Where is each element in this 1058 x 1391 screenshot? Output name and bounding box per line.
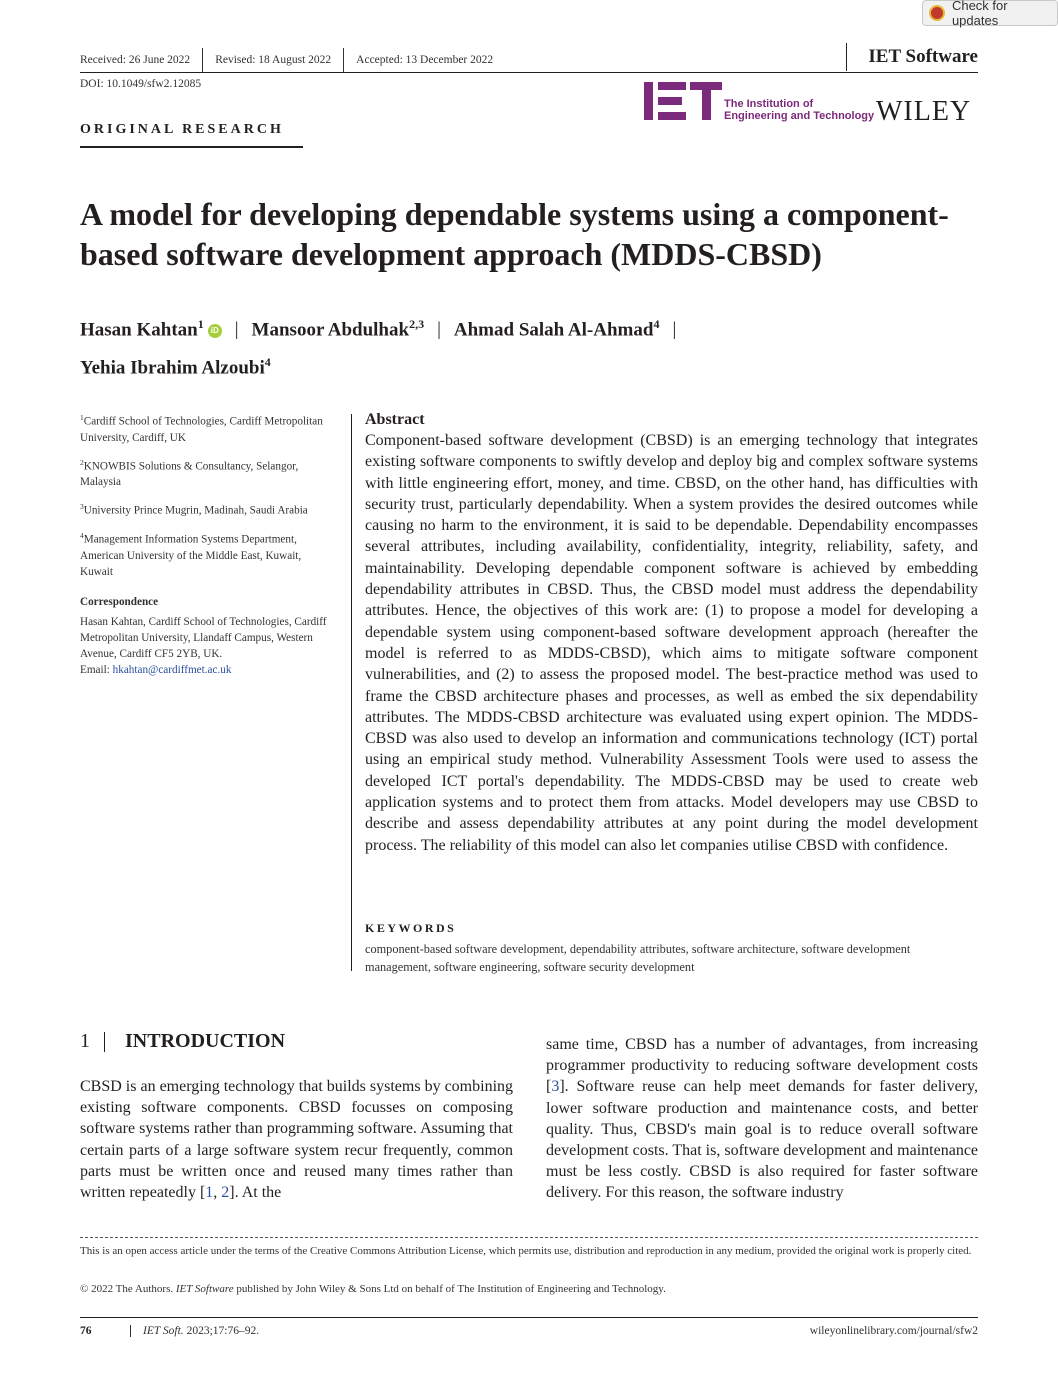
author-affiliation-sup: 4 (653, 317, 660, 331)
affiliation (80, 455, 330, 491)
doi: DOI: 10.1049/sfw2.12085 (80, 78, 202, 90)
citation-journal: IET Soft. (143, 1325, 184, 1337)
author-name[interactable]: Mansoor Abdulhak (251, 319, 410, 341)
check-for-updates-label: Check for updates (951, 0, 1008, 28)
copyright-text: published by John Wiley & Sons Ltd on behalf of The Institution of Engineering and Technology. (236, 1283, 666, 1295)
header-divider (80, 72, 978, 73)
section-label-underline (80, 146, 303, 148)
correspondence-address: Hasan Kahtan, Cardiff School of Technologies, Cardiff Metropolitan University, Llandaff Campus, Western Avenue, Cardiff CF5 2YB, UK. (80, 615, 327, 660)
intro-text: CBSD is an emerging technology that builds systems by combining existing software components. CBSD focusses on composing software systems rather than programming software. Assuming that certain parts of a large software system recur frequently, common parts must be written once and reused many times rather than written repeatedly [ (80, 1078, 514, 1202)
author-name[interactable]: Yehia Ibrahim Alzoubi (80, 357, 265, 379)
author-separator: | (672, 319, 677, 341)
email-label: Email: (80, 663, 110, 676)
intro-right-column (546, 1034, 978, 1204)
revised-date: Revised: 18 August 2022 (203, 48, 344, 72)
author-name[interactable]: Ahmad Salah Al-Ahmad (453, 319, 654, 341)
intro-text: ]. At the (229, 1184, 282, 1202)
affiliation-sup: 1 (80, 413, 84, 422)
affiliation-text: KNOWBIS Solutions & Consultancy, Selangor, Malaysia (80, 460, 299, 489)
abstract (365, 410, 978, 856)
author-name[interactable]: Hasan Kahtan (80, 319, 198, 341)
accepted-date: Accepted: 13 December 2022 (356, 54, 494, 66)
abstract-heading: Abstract (365, 411, 425, 428)
affiliation (80, 410, 330, 446)
page-number: 76 (80, 1325, 92, 1337)
section-title: INTRODUCTION (125, 1030, 286, 1052)
author-affiliation-sup: 2,3 (409, 317, 425, 331)
section-label: ORIGINAL RESEARCH (80, 122, 284, 137)
copyright-text: © 2022 The Authors. (80, 1283, 174, 1295)
affiliations (80, 410, 330, 678)
affiliation-text: University Prince Mugrin, Madinah, Saudi Arabia (83, 505, 308, 518)
citation-separator: , (213, 1184, 222, 1202)
affiliation-sup: 4 (80, 531, 84, 541)
citation-link[interactable]: 1 (205, 1184, 214, 1202)
affiliation-sup: 2 (80, 457, 84, 467)
abstract-divider (351, 414, 352, 971)
affiliation (80, 499, 330, 519)
intro-left-column (80, 1076, 513, 1203)
section-number: 1 (80, 1030, 90, 1052)
correspondence-text (80, 614, 330, 678)
author-separator: | (437, 319, 441, 341)
citation-link[interactable]: 2 (221, 1184, 230, 1202)
intro-text: same time, CBSD has a number of advantages, from increasing programmer productivity to reducing software development costs [ (546, 1036, 978, 1096)
wiley-logo: WILEY (876, 96, 972, 127)
author-affiliation-sup: 4 (264, 355, 271, 370)
received-date: Received: 26 June 2022 (80, 48, 203, 72)
iet-logo-icon (644, 82, 724, 120)
abstract-text: Component-based software development (CBSD) is an emerging technology that integrates existing software components to swiftly develop and deploy big and complex software systems with little engineering effort, money, and time. CBSD, on the other hand, has difficulties with security trust, particularly dependability. When a system provides the desired outcomes while causing no harm to the environment, it is said to be dependable. Dependability encompasses several attributes, including availability, confidentiality, integrity, reliability, safety, and maintainability. Developing dependable component software is achieved by embedding dependability attributes in CBSD. Thus, the CBSD model must address the dependability attributes. Hence, the objectives of this work are: (1) to propose a model for developing a dependable system using component-based software development approach (hereafter the model is referred to as MDDS-CBSD), which aims to mitigate software component vulnerabilities, and (2) to assess the proposed model. The best-practice method was used to frame the CBSD architecture phases and processes, as well as embed the six dependability attributes. The MDDS-CBSD architecture was evaluated using expert opinion. The MDDS-CBSD was also used to develop an information and communications technology (ICT) portal using an empirical study method. Vulnerability Assessment Tools were used to assess the developed ICT portal's dependability. The MDDS-CBSD may be used to create web application systems and to protect them from attacks. Model developers may use CBSD to describe and assess dependability attributes at any point during the model development process. The reliability of this model can also let companies utilise CBSD with confidence. (365, 432, 978, 854)
author-affiliation-sup: 1 (197, 317, 204, 331)
author-list (80, 308, 980, 385)
citation-line (130, 1325, 259, 1337)
iet-name-line2: Engineering and Technology (724, 110, 875, 122)
keywords-text: component-based software development, dependability attributes, software architecture, software development management, software engineering, software security development (365, 942, 911, 974)
introduction-heading (80, 1030, 285, 1053)
author-separator: | (234, 319, 239, 341)
orcid-icon[interactable]: iD (208, 324, 222, 338)
keywords-heading: KEYWORDS (365, 921, 457, 935)
license-text: This is an open access article under the terms of the Creative Commons Attribution License, which permits use, distribution and reproduction in any medium, provided the original work is properly cited. (80, 1245, 972, 1257)
check-for-updates-button[interactable] (922, 0, 1058, 26)
correspondence-heading: Correspondence (80, 595, 159, 608)
affiliation-text: Management Information Systems Department, American University of the Middle East, Kuwait, Kuwait (80, 533, 302, 578)
footer-dashed-divider (80, 1237, 978, 1238)
affiliation (80, 528, 330, 580)
iet-name-line1: The Institution of (724, 98, 814, 110)
intro-text: ]. Software reuse can help meet demands for faster delivery, lower software production and maintenance costs, and better quality. Thus, CBSD's main goal is to reduce overall software development costs. That is, software development and maintenance must be less costly. CBSD is also required for faster software delivery. For this reason, the software industry (546, 1078, 979, 1202)
citation-link[interactable]: 3 (551, 1078, 560, 1096)
crossmark-icon (929, 5, 945, 21)
iet-name (724, 98, 874, 122)
footer-divider (80, 1317, 978, 1318)
affiliation-text: Cardiff School of Technologies, Cardiff Metropolitan University, Cardiff, UK (80, 415, 323, 444)
copyright (80, 1282, 978, 1297)
article-dates (80, 48, 505, 72)
heading-separator (104, 1032, 105, 1052)
journal-name: IET Software (846, 43, 978, 71)
journal-url[interactable]: wileyonlinelibrary.com/journal/sfw2 (809, 1325, 978, 1337)
article-title: A model for developing dependable systems using a component-based software development approach (MDDS-CBSD) (80, 196, 949, 272)
citation-volume: 2023;17:76–92. (186, 1325, 260, 1337)
email-link[interactable]: hkahtan@cardiffmet.ac.uk (112, 663, 232, 676)
copyright-journal: IET Software (175, 1283, 234, 1295)
affiliation-sup: 3 (80, 502, 84, 512)
